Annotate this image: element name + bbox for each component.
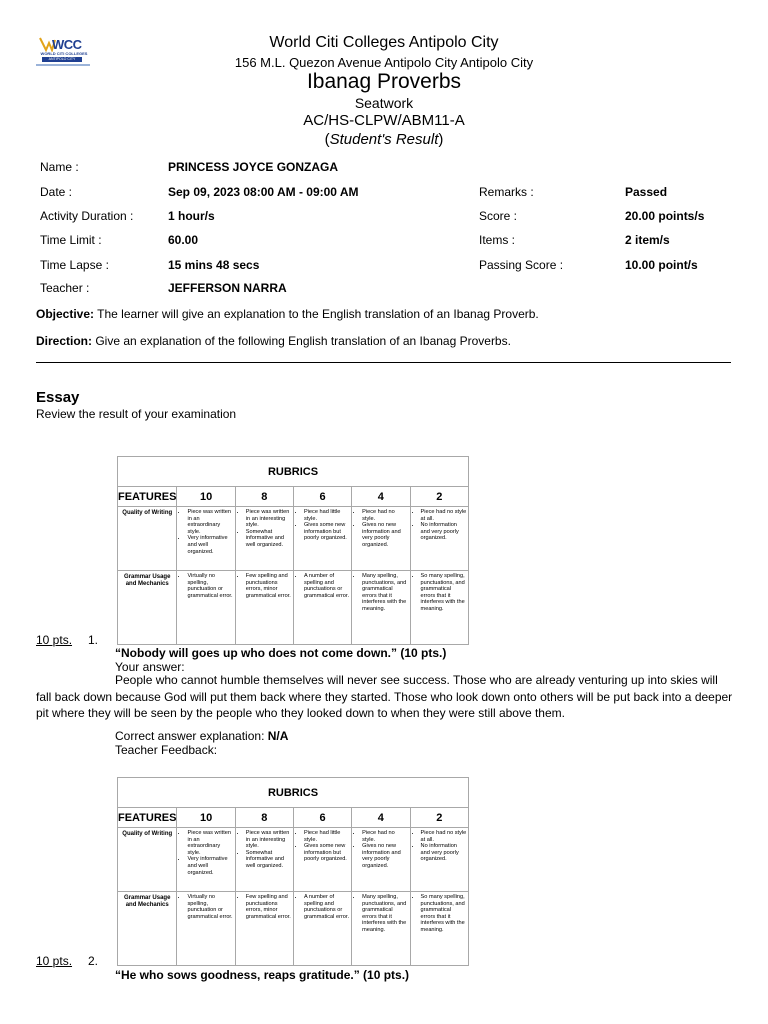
date-label: Date : (40, 185, 73, 199)
rubric-table (117, 456, 469, 645)
score-label: Score : (479, 209, 518, 223)
name-label: Name : (40, 160, 79, 174)
rubric-header: 8 (235, 808, 293, 828)
rubric-criterion: Grammar Usage and Mechanics (118, 571, 177, 645)
school-address: 156 M.L. Quezon Avenue Antipolo City Antipolo City (234, 55, 534, 70)
rubric-header: 4 (352, 808, 410, 828)
your-answer-label: Your answer: (115, 660, 185, 674)
question-points: 10 pts. (36, 954, 73, 968)
info-row-date (0, 185, 768, 201)
passing-score-label: Passing Score : (479, 258, 564, 272)
logo-city: ANTIPOLO CITY (42, 57, 82, 62)
question-number: 2. (88, 954, 99, 968)
rubric-cell: • Few spelling and punctuations errors, minor grammatical error. (235, 571, 293, 645)
rubric-header: 6 (293, 487, 351, 507)
school-name: World Citi Colleges Antipolo City (269, 34, 499, 51)
rubric-header: 8 (235, 487, 293, 507)
duration-label: Activity Duration : (40, 209, 134, 223)
time-lapse-value: 15 mins 48 secs (168, 258, 260, 272)
rubric-cell: • Piece had no style at all. • No information and very poorly organized. (410, 828, 468, 892)
objective-label: Objective: (36, 307, 95, 321)
rubric-header: 2 (410, 808, 468, 828)
rubric-header: 6 (293, 808, 351, 828)
info-row-limit (0, 233, 768, 249)
question-text: “Nobody will goes up who does not come down.” (10 pts.) (115, 646, 447, 660)
result-label: (Student's Result) (324, 131, 444, 148)
rubric-title: RUBRICS (118, 457, 469, 487)
objective (36, 307, 736, 321)
objective-text: The learner will give an explanation to the English translation of an Ibanag Proverb. (94, 307, 539, 321)
rubric-cell: • A number of spelling and punctuations or grammatical error. (293, 892, 351, 966)
time-limit-label: Time Limit : (40, 233, 102, 247)
correct-answer (115, 729, 288, 743)
direction-text: Give an explanation of the following English translation of an Ibanag Proverbs. (92, 334, 511, 348)
items-value: 2 item/s (625, 233, 670, 247)
rubric-criterion: Quality of Writing (118, 828, 177, 892)
rubric-cell: • Piece had no style. • Gives no new information and very poorly organized. (352, 507, 410, 571)
divider (36, 362, 731, 363)
rubric-cell: • Virtually no spelling, punctuation or grammatical error. (177, 571, 235, 645)
logo-subtitle: WORLD CITI COLLEGES (40, 51, 88, 56)
remarks-value: Passed (625, 185, 668, 199)
rubric-header: FEATURES (118, 487, 177, 507)
section-instruction: Review the result of your examination (36, 407, 237, 421)
rubric-title: RUBRICS (118, 778, 469, 808)
correct-answer-value: N/A (267, 729, 289, 743)
teacher-name: JEFFERSON NARRA (168, 281, 287, 295)
rubric-cell: • A number of spelling and punctuations or grammatical error. (293, 571, 351, 645)
rubric-cell: • So many spelling, punctuations, and grammatical errors that it interferes with the meaning. (410, 571, 468, 645)
question-points: 10 pts. (36, 633, 73, 647)
activity-type: Seatwork (354, 95, 414, 111)
rubric-cell: • So many spelling, punctuations, and grammatical errors that it interferes with the meaning. (410, 892, 468, 966)
info-row-teacher (0, 281, 768, 297)
rubric-cell: • Piece was written in an extraordinary style. • Very informative and well organized. (177, 507, 235, 571)
info-row-duration (0, 209, 768, 225)
correct-answer-label: Correct answer explanation: (115, 729, 268, 743)
rubric-cell: • Many spelling, punctuations, and grammatical errors that it interferes with the meaning. (352, 571, 410, 645)
score-value: 20.00 points/s (625, 209, 705, 223)
rubric-criterion: Grammar Usage and Mechanics (118, 892, 177, 966)
question-number: 1. (88, 633, 99, 647)
rubric-cell: • Piece had no style at all. • No information and very poorly organized. (410, 507, 468, 571)
rubric-cell: • Virtually no spelling, punctuation or grammatical error. (177, 892, 235, 966)
rubric-cell: • Piece was written in an extraordinary style. • Very informative and well organized. (177, 828, 235, 892)
rubric-header: 10 (177, 808, 235, 828)
date-value: Sep 09, 2023 08:00 AM - 09:00 AM (168, 185, 359, 199)
info-row-lapse (0, 258, 768, 274)
items-label: Items : (479, 233, 516, 247)
rubric-header: 2 (410, 487, 468, 507)
duration-value: 1 hour/s (168, 209, 215, 223)
page-title: Ibanag Proverbs (306, 70, 462, 93)
class-code: AC/HS-CLPW/ABM11-A (303, 112, 465, 129)
rubric-header: FEATURES (118, 808, 177, 828)
logo-text: WCC (52, 37, 82, 52)
time-lapse-label: Time Lapse : (40, 258, 109, 272)
teacher-label: Teacher : (40, 281, 90, 295)
rubric-cell: • Piece was written in an interesting style. • Somewhat informative and well organized. (235, 507, 293, 571)
direction-label: Direction: (36, 334, 93, 348)
student-answer: People who cannot humble themselves will never see success. Those who are already venturing up into skies will fall back down because God will put them back where they started. Those who look down onto others will be put back into a deeper pit where they will be seen by the people who they looked down to when they were still above them. (36, 673, 733, 720)
info-row-name (0, 160, 768, 176)
rubric-header: 10 (177, 487, 235, 507)
rubric-cell: • Few spelling and punctuations errors, minor grammatical error. (235, 892, 293, 966)
direction (36, 334, 736, 348)
rubric-cell: • Piece had no style. • Gives no new information and very poorly organized. (352, 828, 410, 892)
rubric-cell: • Piece had little style. • Gives some new information but poorly organized. (293, 828, 351, 892)
rubric-header: 4 (352, 487, 410, 507)
passing-score-value: 10.00 point/s (625, 258, 698, 272)
student-name: PRINCESS JOYCE GONZAGA (168, 160, 339, 174)
question-text: “He who sows goodness, reaps gratitude.” (10 pts.) (115, 968, 410, 982)
rubric-cell: • Many spelling, punctuations, and grammatical errors that it interferes with the meaning. (352, 892, 410, 966)
teacher-feedback-label: Teacher Feedback: (115, 743, 218, 757)
rubric-criterion: Quality of Writing (118, 507, 177, 571)
rubric-table (117, 777, 469, 966)
rubric-cell: • Piece was written in an interesting style. • Somewhat informative and well organized. (235, 828, 293, 892)
time-limit-value: 60.00 (168, 233, 199, 247)
section-title: Essay (36, 389, 80, 406)
remarks-label: Remarks : (479, 185, 534, 199)
rubric-cell: • Piece had little style. • Gives some new information but poorly organized. (293, 507, 351, 571)
